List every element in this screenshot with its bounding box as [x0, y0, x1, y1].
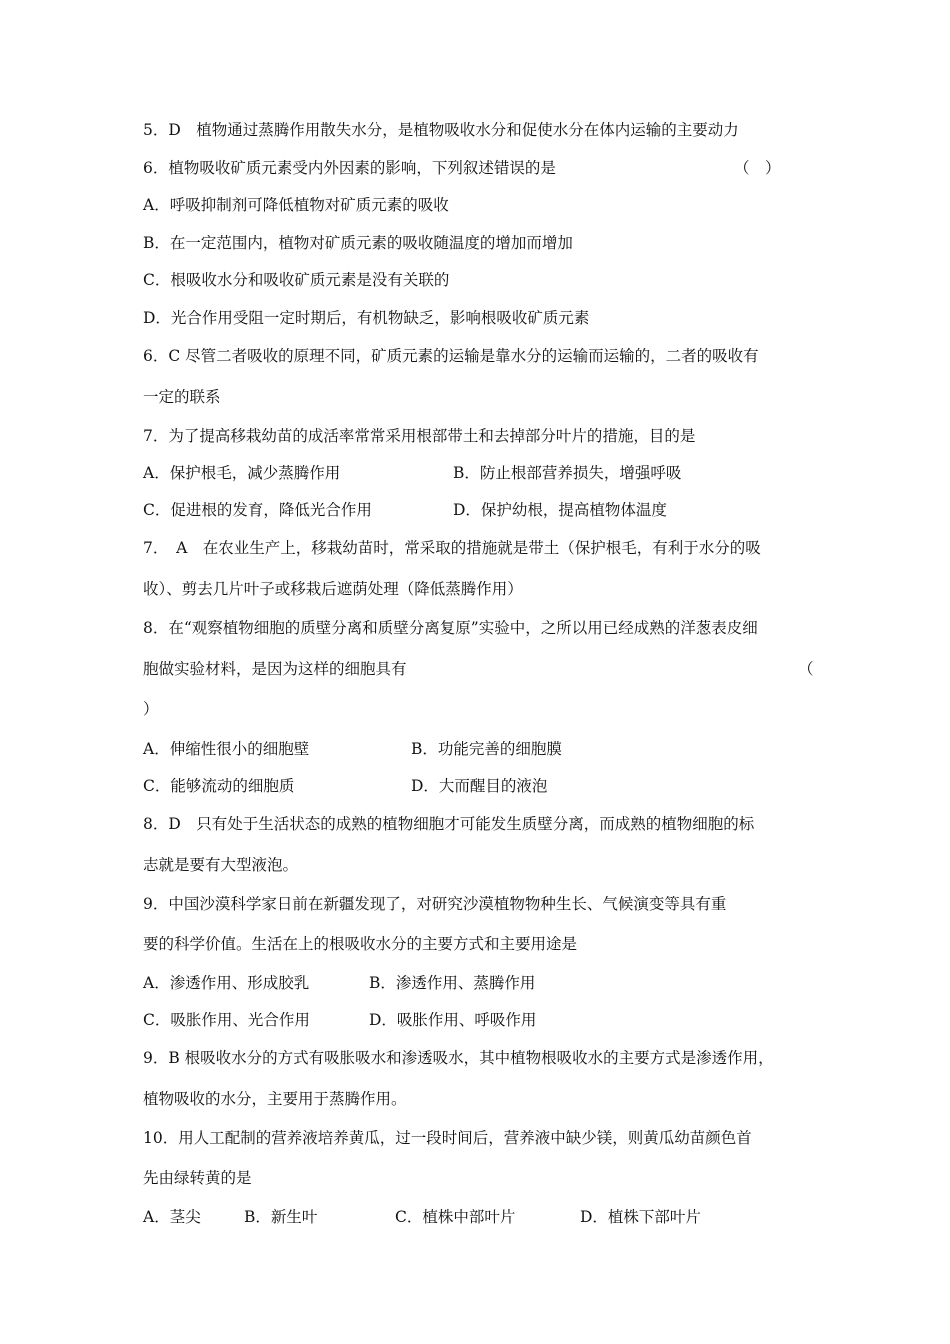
question-10: 10．用人工配制的营养液培养黄瓜，过一段时间后，营养液中缺少镁，则黄瓜幼苗颜色首 [143, 1129, 752, 1147]
question-6: 6．植物吸收矿质元素受内外因素的影响，下列叙述错误的是 [143, 159, 556, 177]
answer-7-continued: 收）、剪去几片叶子或移栽后遮荫处理（降低蒸腾作用） [143, 580, 523, 598]
option-c: C．促进根的发育，降低光合作用 [143, 501, 372, 519]
answer-paren: （ ） [734, 159, 781, 177]
answer-7: 7． A 在农业生产上，移栽幼苗时，常采取的措施就是带土（保护根毛，有利于水分的吸 [143, 539, 761, 557]
option-c: C．根吸收水分和吸收矿质元素是没有关联的 [143, 271, 450, 289]
option-d: D．植株下部叶片 [580, 1208, 701, 1226]
option-c: C．吸胀作用、光合作用 [143, 1011, 310, 1029]
answer-8-continued: 志就是要有大型液泡。 [143, 856, 299, 874]
option-c: C．能够流动的细胞质 [143, 777, 295, 795]
answer-6: 6．C 尽管二者吸收的原理不同，矿质元素的运输是靠水分的运输而运输的，二者的吸收有 [143, 347, 759, 365]
option-b: B．渗透作用、蒸腾作用 [369, 974, 536, 992]
option-d: D．大而醒目的液泡 [411, 777, 548, 795]
question-10-continued: 先由绿转黄的是 [143, 1169, 252, 1187]
option-b: B．防止根部营养损失，增强呼吸 [453, 464, 682, 482]
option-d: D．光合作用受阻一定时期后，有机物缺乏，影响根吸收矿质元素 [143, 309, 590, 327]
answer-paren-close: ） [143, 700, 159, 718]
question-8-continued: 胞做实验材料，是因为这样的细胞具有 [143, 660, 407, 678]
answer-paren-open: （ [798, 660, 814, 678]
option-a: A．渗透作用、形成胶乳 [143, 974, 310, 992]
option-a: A．保护根毛，减少蒸腾作用 [143, 464, 341, 482]
option-b: B．功能完善的细胞膜 [411, 740, 562, 758]
answer-9-continued: 植物吸收的水分，主要用于蒸腾作用。 [143, 1090, 407, 1108]
question-7: 7．为了提高移栽幼苗的成活率常常采用根部带土和去掉部分叶片的措施，目的是 [143, 427, 696, 445]
option-a: A．呼吸抑制剂可降低植物对矿质元素的吸收 [143, 196, 449, 214]
answer-6-continued: 一定的联系 [143, 388, 221, 406]
option-c: C．植株中部叶片 [395, 1208, 516, 1226]
answer-5: 5．D 植物通过蒸腾作用散失水分，是植物吸收水分和促使水分在体内运输的主要动力 [143, 121, 739, 139]
answer-9: 9．B 根吸收水分的方式有吸胀吸水和渗透吸水，其中植物根吸收水的主要方式是渗透作用， [143, 1049, 774, 1067]
question-9: 9．中国沙漠科学家日前在新疆发现了，对研究沙漠植物物种生长、气候演变等具有重 [143, 895, 727, 913]
question-9-continued: 要的科学价值。生活在上的根吸收水分的主要方式和主要用途是 [143, 935, 578, 953]
option-d: D．吸胀作用、呼吸作用 [369, 1011, 537, 1029]
question-8: 8．在“观察植物细胞的质壁分离和质壁分离复原”实验中，之所以用已经成熟的洋葱表皮细 [143, 619, 758, 637]
option-a: A．伸缩性很小的细胞壁 [143, 740, 310, 758]
option-b: B．在一定范围内，植物对矿质元素的吸收随温度的增加而增加 [143, 234, 573, 252]
option-d: D．保护幼根，提高植物体温度 [453, 501, 667, 519]
option-a: A．茎尖 [143, 1208, 201, 1226]
option-b: B．新生叶 [244, 1208, 318, 1226]
answer-8: 8．D 只有处于生活状态的成熟的植物细胞才可能发生质壁分离，而成熟的植物细胞的标 [143, 815, 755, 833]
